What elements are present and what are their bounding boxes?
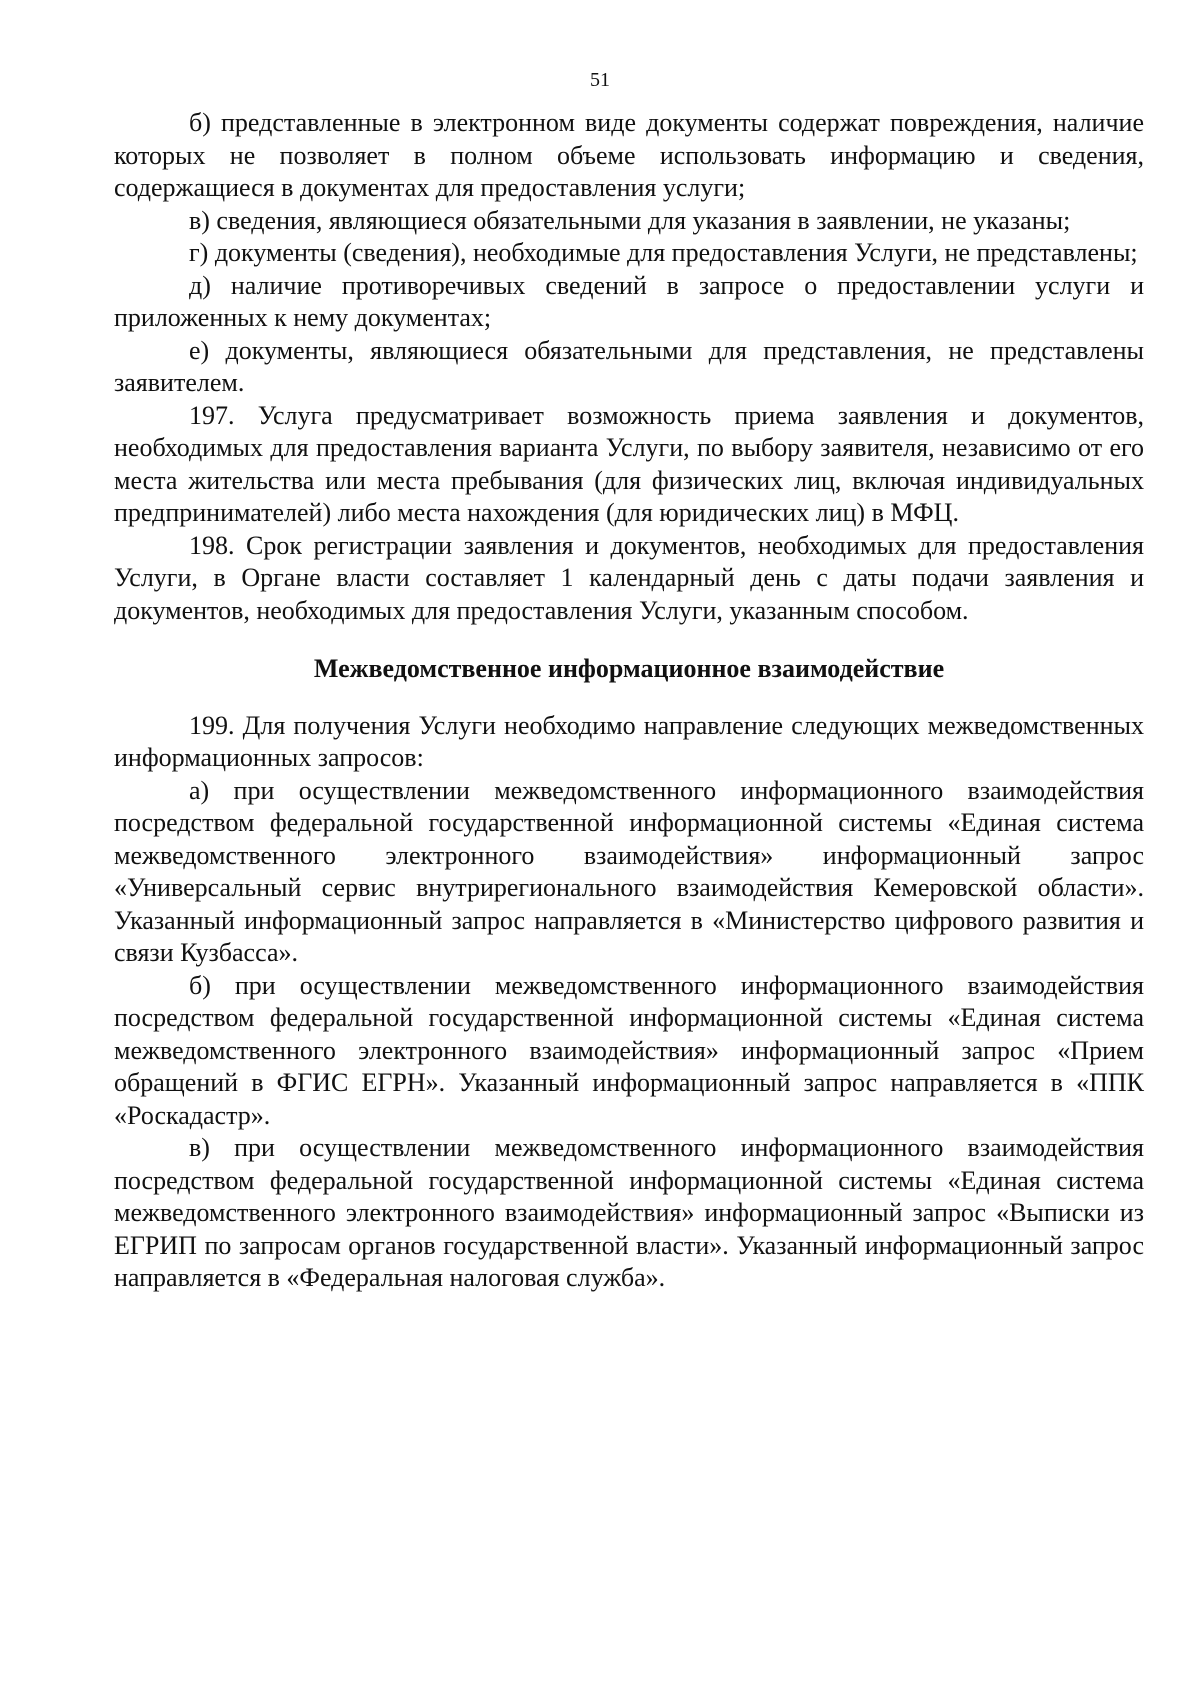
paragraph-197: 197. Услуга предусматривает возможность приема заявления и документов, необходимых для предоставления варианта Услуги, по выбору заявителя, независимо от его места жительства или места пребывания (для физических лиц, включая индивидуальных предпринимателей) либо места нахождения (для юридических лиц) в МФЦ. [114,400,1144,527]
paragraph-198: 198. Срок регистрации заявления и документов, необходимых для предоставления Услуги, в Органе власти составляет 1 календарный день с даты подачи заявления и документов, необходимых для предоставления Услуги, указанным способом. [114,530,1144,625]
paragraph-e-mandatory-documents: е) документы, являющиеся обязательными для представления, не представлены заявителем. [114,335,1144,397]
section-heading: Межведомственное информационное взаимодействие [313,654,945,683]
paragraph-199-a: а) при осуществлении межведомственного информационного взаимодействия посредством федеральной государственной информационной системы «Единая система межведомственного электронного взаимодействия» информационный запрос «Универсальный сервис внутрирегионального взаимодействия Кемеровской области». Указанный информационный запрос направляется в «Министерство цифрового развития и связи Кузбасса». [114,775,1144,967]
paragraph-199-b: б) при осуществлении межведомственного информационного взаимодействия посредством федеральной государственной информационной системы «Единая система межведомственного электронного взаимодействия» информационный запрос «Прием обращений в ФГИС ЕГРН». Указанный информационный запрос направляется в «ППК «Роскадастр». [114,970,1144,1130]
document-body [114,107,1144,1295]
page-number: 51 [590,69,610,91]
paragraph-v-missing-fields: в) сведения, являющиеся обязательными для указания в заявлении, не указаны; [189,205,1071,235]
paragraph-g-documents-not-provided: г) документы (сведения), необходимые для предоставления Услуги, не представлены; [189,238,1138,267]
paragraph-199: 199. Для получения Услуги необходимо направление следующих межведомственных информационных запросов: [114,710,1144,772]
paragraph-199-v: в) при осуществлении межведомственного информационного взаимодействия посредством федеральной государственной информационной системы «Единая система межведомственного электронного взаимодействия» информационный запрос «Выписки из ЕГРИП по запросам органов государственной власти». Указанный информационный запрос направляется в «Федеральная налоговая служба». [114,1133,1144,1292]
paragraph-b-damaged-documents: б) представленные в электронном виде документы содержат повреждения, наличие которых не позволяет в полном объеме использовать информацию и сведения, содержащиеся в документах для предоставления услуги; [114,108,1144,202]
paragraph-d-contradictory-info: д) наличие противоречивых сведений в запросе о предоставлении услуги и приложенных к нему документах; [114,270,1144,332]
